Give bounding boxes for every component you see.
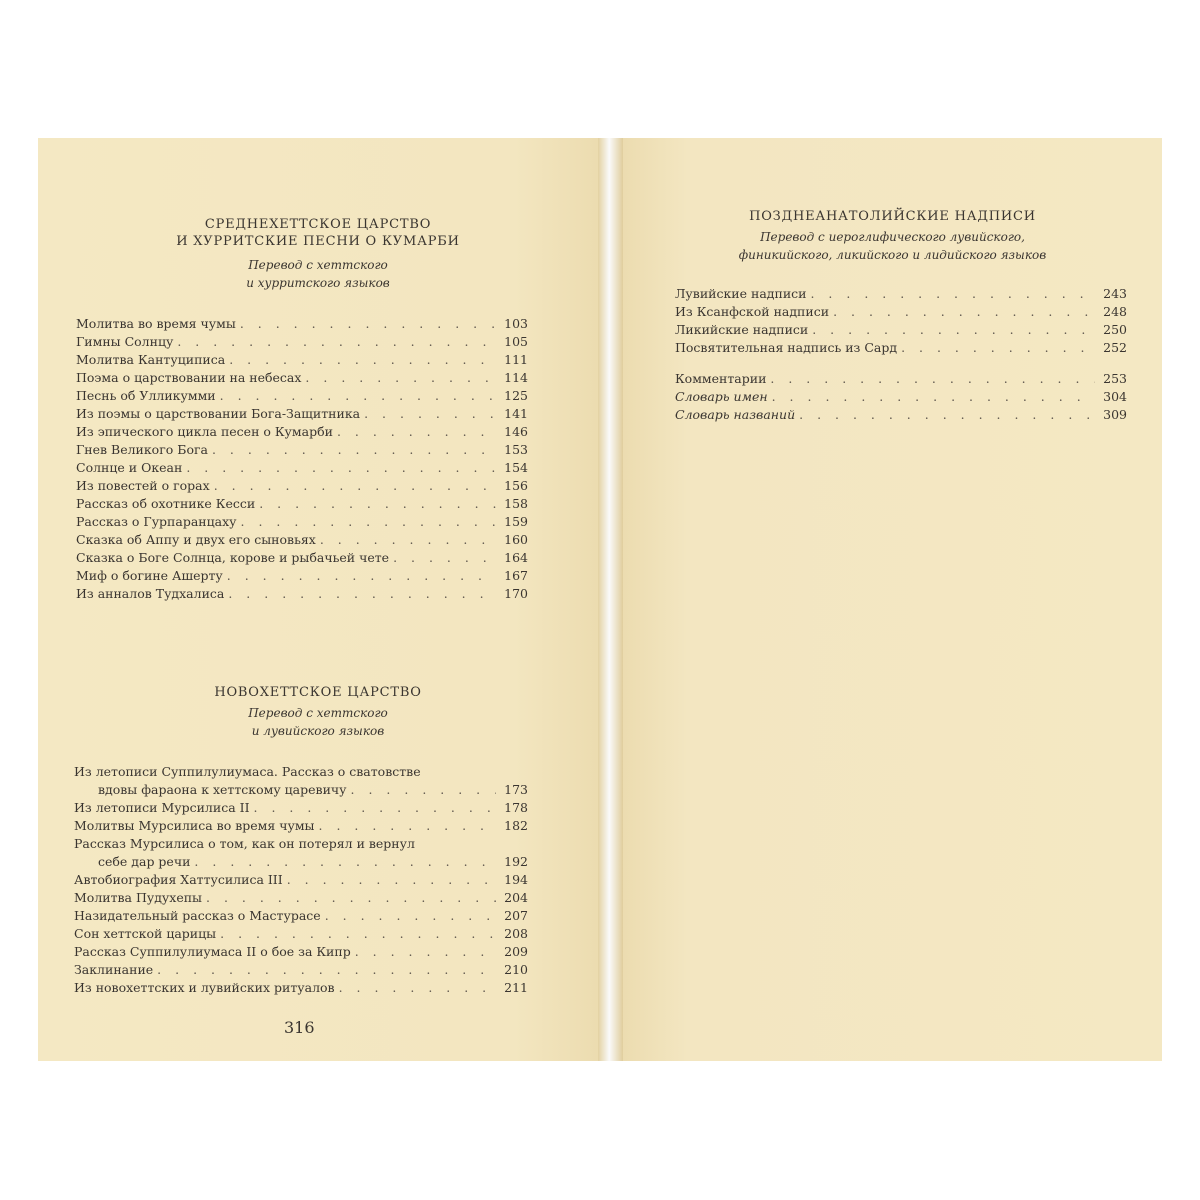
toc-entry-title: Из поэмы о царствовании Бога-Защитника xyxy=(76,406,361,421)
toc-page-number: 125 xyxy=(504,388,528,403)
toc-entry-title: Молитва Пудухепы xyxy=(74,890,203,905)
toc-page-number: 250 xyxy=(1103,322,1127,337)
toc-entry-title: Миф о богине Ашерту xyxy=(76,568,223,583)
dot-leader xyxy=(229,351,496,369)
dot-leader xyxy=(157,961,496,979)
toc-page-number: 153 xyxy=(504,442,528,457)
toc-entry-title: вдовы фараона к хеттскому царевичу xyxy=(98,782,347,797)
toc-entry-title: Рассказ Суппилулиумаса II о бое за Кипр xyxy=(74,944,351,959)
toc-entry xyxy=(76,423,528,441)
page-number: 316 xyxy=(284,1018,315,1037)
toc-entry-title: Молитвы Мурсилиса во время чумы xyxy=(74,818,315,833)
toc-page-number: 204 xyxy=(504,890,528,905)
toc-list-late-anatolian xyxy=(675,285,1127,357)
toc-entry-title: Словарь названий xyxy=(675,407,796,422)
toc-entry-title: Гнев Великого Бога xyxy=(76,442,208,457)
toc-page-number: 173 xyxy=(504,782,528,797)
dot-leader xyxy=(254,799,496,817)
toc-page-number: 156 xyxy=(504,478,528,493)
toc-entry xyxy=(675,370,1127,388)
section-subtitle xyxy=(38,704,598,740)
toc-page-number: 192 xyxy=(504,854,528,869)
dot-leader xyxy=(214,477,496,495)
toc-list-back-matter xyxy=(675,370,1127,424)
toc-list-new-hittite xyxy=(74,763,528,997)
toc-entry xyxy=(76,459,528,477)
dot-leader xyxy=(319,817,496,835)
toc-page-number: 164 xyxy=(504,550,528,565)
dot-leader xyxy=(833,303,1095,321)
toc-entry xyxy=(74,961,528,979)
subtitle-line: финикийского, ликийского и лидийского языков xyxy=(738,248,1047,262)
dot-leader xyxy=(810,285,1095,303)
dot-leader xyxy=(186,459,496,477)
book-gutter xyxy=(598,138,623,1061)
toc-entry-title: Рассказ об охотнике Кесси xyxy=(76,496,256,511)
dot-leader xyxy=(812,321,1095,339)
toc-entry-title: Сказка о Боге Солнца, корове и рыбачьей чете xyxy=(76,550,390,565)
toc-page-number: 208 xyxy=(504,926,528,941)
toc-entry-title: Из летописи Суппилулиумаса. Рассказ о сватовстве xyxy=(74,764,421,779)
dot-leader xyxy=(799,406,1095,424)
toc-list-middle-hittite xyxy=(76,315,528,603)
toc-entry xyxy=(74,817,528,835)
subtitle-line: и хурритского языков xyxy=(246,276,390,290)
dot-leader xyxy=(206,889,496,907)
toc-entry-title: Лувийские надписи xyxy=(675,286,807,301)
toc-entry xyxy=(76,567,528,585)
dot-leader xyxy=(339,979,496,997)
toc-page-number: 304 xyxy=(1103,389,1127,404)
toc-page-number: 146 xyxy=(504,424,528,439)
toc-entry xyxy=(74,907,528,925)
toc-entry xyxy=(76,495,528,513)
dot-leader xyxy=(393,549,496,567)
toc-entry xyxy=(76,369,528,387)
toc-entry-title: Назидательный рассказ о Мастурасе xyxy=(74,908,321,923)
toc-page-number: 248 xyxy=(1103,304,1127,319)
toc-entry-title: Солнце и Океан xyxy=(76,460,183,475)
toc-entry xyxy=(76,315,528,333)
toc-entry-title: Рассказ Мурсилиса о том, как он потерял и вернул xyxy=(74,836,415,851)
toc-entry xyxy=(76,531,528,549)
dot-leader xyxy=(220,387,496,405)
toc-entry-line xyxy=(74,835,528,853)
right-page xyxy=(623,138,1162,1061)
dot-leader xyxy=(320,531,496,549)
section-heading-late-anatolian xyxy=(623,208,1162,225)
toc-entry xyxy=(675,303,1127,321)
dot-leader xyxy=(305,369,496,387)
dot-leader xyxy=(355,943,496,961)
dot-leader xyxy=(337,423,496,441)
toc-entry xyxy=(74,781,528,799)
toc-entry xyxy=(74,979,528,997)
toc-entry-title: Словарь имен xyxy=(675,389,768,404)
toc-page-number: 210 xyxy=(504,962,528,977)
toc-page-number: 182 xyxy=(504,818,528,833)
toc-entry-title: Гимны Солнцу xyxy=(76,334,174,349)
toc-page-number: 170 xyxy=(504,586,528,601)
toc-page-number: 207 xyxy=(504,908,528,923)
toc-entry xyxy=(675,339,1127,357)
toc-entry xyxy=(675,406,1127,424)
toc-entry xyxy=(76,387,528,405)
toc-entry-title: Сон хеттской царицы xyxy=(74,926,217,941)
toc-page-number: 243 xyxy=(1103,286,1127,301)
dot-leader xyxy=(770,370,1095,388)
dot-leader xyxy=(259,495,496,513)
dot-leader xyxy=(194,853,496,871)
toc-entry xyxy=(74,853,528,871)
heading-line: И ХУРРИТСКИЕ ПЕСНИ О КУМАРБИ xyxy=(176,234,460,249)
toc-page-number: 253 xyxy=(1103,371,1127,386)
toc-entry-title: Из новохеттских и лувийских ритуалов xyxy=(74,980,335,995)
toc-entry-title: Заклинание xyxy=(74,962,154,977)
toc-page-number: 167 xyxy=(504,568,528,583)
section-heading-new-hittite xyxy=(38,684,598,701)
toc-entry xyxy=(675,285,1127,303)
toc-entry xyxy=(74,799,528,817)
toc-page-number: 178 xyxy=(504,800,528,815)
dot-leader xyxy=(351,781,496,799)
left-page xyxy=(38,138,598,1061)
dot-leader xyxy=(220,925,496,943)
toc-entry-title: Комментарии xyxy=(675,371,767,386)
toc-page-number: 141 xyxy=(504,406,528,421)
toc-entry xyxy=(76,549,528,567)
toc-entry-title: Рассказ о Гурпаранцаху xyxy=(76,514,237,529)
toc-entry-title: себе дар речи xyxy=(98,854,191,869)
toc-entry xyxy=(74,943,528,961)
toc-page-number: 159 xyxy=(504,514,528,529)
toc-page-number: 252 xyxy=(1103,340,1127,355)
toc-entry xyxy=(76,585,528,603)
subtitle-line: Перевод с хеттского xyxy=(248,706,388,720)
dot-leader xyxy=(325,907,496,925)
section-subtitle xyxy=(38,256,598,292)
toc-entry xyxy=(74,925,528,943)
toc-page-number: 309 xyxy=(1103,407,1127,422)
heading-line: СРЕДНЕХЕТТСКОЕ ЦАРСТВО xyxy=(204,217,432,232)
toc-entry-title: Молитва во время чумы xyxy=(76,316,236,331)
toc-entry xyxy=(76,477,528,495)
dot-leader xyxy=(772,388,1095,406)
toc-page-number: 154 xyxy=(504,460,528,475)
toc-entry-line xyxy=(74,763,528,781)
toc-page-number: 114 xyxy=(504,370,528,385)
toc-entry xyxy=(74,871,528,889)
toc-page-number: 211 xyxy=(504,980,528,995)
toc-entry-title: Песнь об Улликумми xyxy=(76,388,216,403)
toc-entry-title: Молитва Кантуциписа xyxy=(76,352,226,367)
book-spread xyxy=(38,138,1162,1061)
subtitle-line: Перевод с хеттского xyxy=(248,258,388,272)
toc-entry-title: Сказка об Аппу и двух его сыновьях xyxy=(76,532,316,547)
toc-page-number: 158 xyxy=(504,496,528,511)
heading-line: ПОЗДНЕАНАТОЛИЙСКИЕ НАДПИСИ xyxy=(749,209,1036,224)
toc-entry-title: Из эпического цикла песен о Кумарби xyxy=(76,424,333,439)
toc-entry-title: Из Ксанфской надписи xyxy=(675,304,830,319)
toc-entry-title: Поэма о царствовании на небесах xyxy=(76,370,302,385)
toc-entry xyxy=(76,351,528,369)
toc-entry xyxy=(76,513,528,531)
toc-entry xyxy=(76,441,528,459)
toc-entry-title: Из повестей о горах xyxy=(76,478,210,493)
toc-page-number: 111 xyxy=(504,352,528,367)
toc-entry xyxy=(76,405,528,423)
dot-leader xyxy=(177,333,496,351)
toc-entry xyxy=(675,388,1127,406)
toc-entry xyxy=(675,321,1127,339)
dot-leader xyxy=(364,405,496,423)
dot-leader xyxy=(212,441,496,459)
toc-page-number: 209 xyxy=(504,944,528,959)
dot-leader xyxy=(287,871,496,889)
toc-page-number: 160 xyxy=(504,532,528,547)
toc-entry-title: Из анналов Тудхалиса xyxy=(76,586,225,601)
section-heading-middle-hittite xyxy=(38,216,598,250)
toc-page-number: 105 xyxy=(504,334,528,349)
toc-entry-title: Из летописи Мурсилиса II xyxy=(74,800,250,815)
subtitle-line: и лувийского языков xyxy=(251,724,385,738)
toc-entry-title: Посвятительная надпись из Сард xyxy=(675,340,898,355)
dot-leader xyxy=(240,315,496,333)
toc-page-number: 194 xyxy=(504,872,528,887)
heading-line: НОВОХЕТТСКОЕ ЦАРСТВО xyxy=(214,685,422,700)
subtitle-line: Перевод с иероглифического лувийского, xyxy=(760,230,1025,244)
toc-entry xyxy=(76,333,528,351)
section-subtitle xyxy=(623,228,1162,264)
dot-leader xyxy=(241,513,496,531)
dot-leader xyxy=(228,585,496,603)
toc-entry xyxy=(74,889,528,907)
toc-entry-title: Автобиография Хаттусилиса III xyxy=(74,872,283,887)
dot-leader xyxy=(901,339,1095,357)
dot-leader xyxy=(227,567,496,585)
toc-entry-title: Ликийские надписи xyxy=(675,322,809,337)
toc-page-number: 103 xyxy=(504,316,528,331)
